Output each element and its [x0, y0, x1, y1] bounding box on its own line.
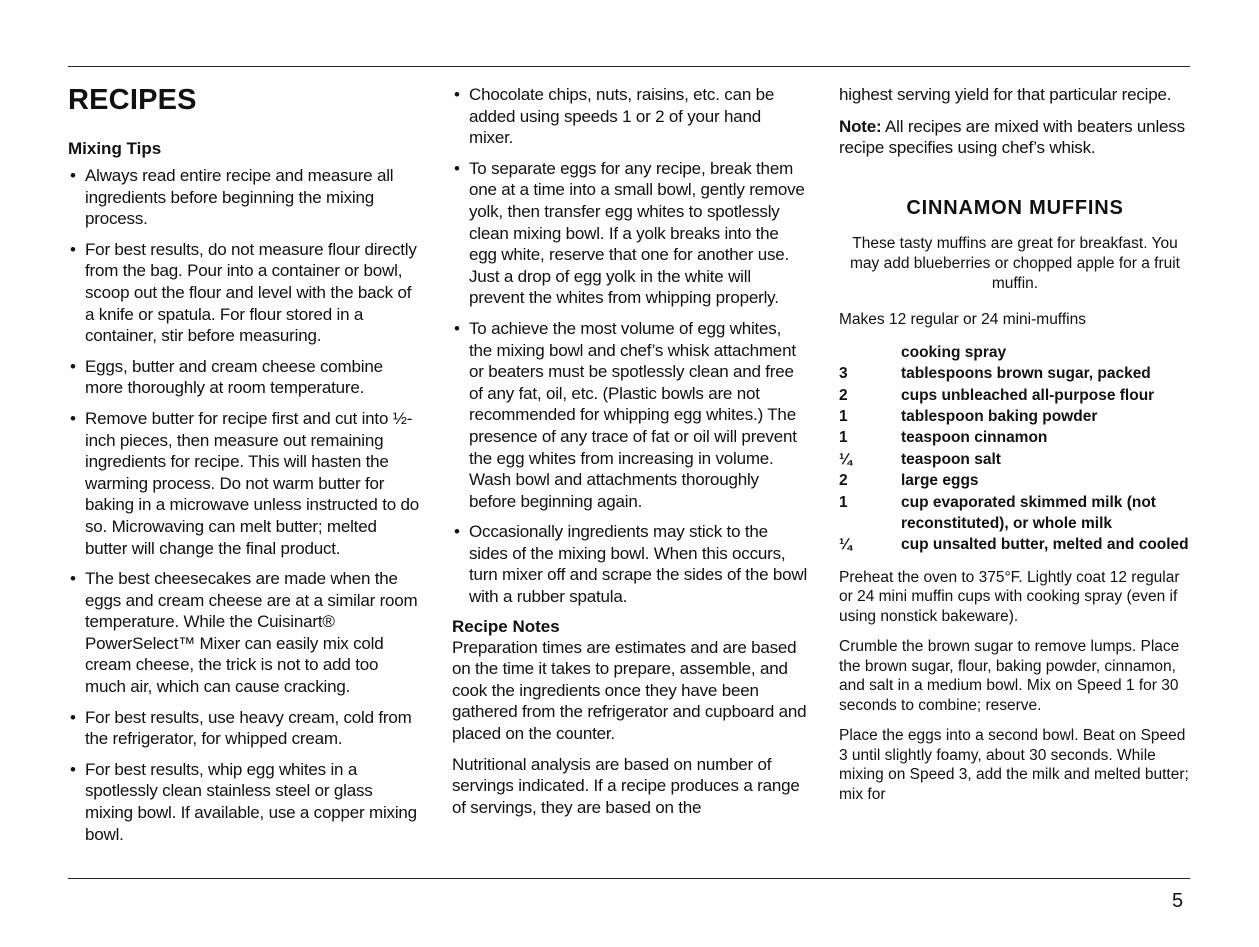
ingredient-item: teaspoon salt	[901, 450, 1001, 468]
top-rule	[68, 66, 1190, 67]
ingredient-qty: 2	[839, 386, 848, 404]
table-row	[839, 406, 1191, 427]
ingredient-qty: ¼	[839, 450, 852, 468]
column-middle	[452, 84, 808, 827]
table-row	[839, 342, 1191, 363]
list-item: • For best results, do not measure flour directly from the bag. Pour into a container or bowl, scoop out the flour and level with the back of a knife or spatula. For flour stored in a container, stir before measuring.	[68, 239, 420, 347]
column-right	[839, 84, 1191, 815]
list-item: • Eggs, butter and cream cheese combine more thoroughly at room temperature.	[68, 356, 420, 399]
ingredient-item: tablespoons brown sugar, packed	[901, 365, 1151, 383]
recipe-note	[839, 116, 1191, 159]
recipe-intro: These tasty muffins are great for breakfast. You may add blueberries or chopped apple for a fruit muffin.	[849, 234, 1180, 292]
list-item: • To separate eggs for any recipe, break them one at a time into a small bowl, gently remove yolk, then transfer egg whites to spotlessly clean mixing bowl. If a yolk breaks into the egg white, reserve that one for another use. Just a drop of egg yolk in the white will prevent the whites from whipping properly.	[452, 158, 808, 309]
note-text: All recipes are mixed with beaters unless recipe specifies using chef’s whisk.	[839, 116, 1185, 158]
ingredient-item: cup evaporated skimmed milk (not reconstituted), or whole milk	[901, 493, 1156, 533]
table-row	[839, 449, 1191, 470]
recipe-step: Place the eggs into a second bowl. Beat on Speed 3 until slightly foamy, about 30 seconds. While mixing on Speed 3, add the milk and melted butter; mix for	[839, 727, 1189, 803]
list-item: • Chocolate chips, nuts, raisins, etc. can be added using speeds 1 or 2 of your hand mixer.	[452, 84, 808, 149]
table-row	[839, 427, 1191, 448]
mixing-tips-heading: Mixing Tips	[68, 139, 162, 158]
recipe-step: Preheat the oven to 375°F. Lightly coat 12 regular or 24 mini muffin cups with cooking spray (even if using nonstick bakeware).	[839, 568, 1180, 625]
table-row	[839, 534, 1191, 555]
list-item: • For best results, use heavy cream, cold from the refrigerator, for whipped cream.	[68, 707, 420, 750]
table-row	[839, 363, 1191, 384]
ingredient-qty: 1	[839, 408, 848, 425]
list-item: • Remove butter for recipe first and cut into ½-inch pieces, then measure out remaining ingredients for recipe. This will hasten the warming process. Do not warm butter for baking in a microwave unless instructed to do so. Microwaving can melt butter; melted butter will change the final product.	[68, 408, 420, 559]
ingredient-qty: 1	[839, 429, 848, 447]
list-item: • Occasionally ingredients may stick to the sides of the mixing bowl. When this occurs, turn mixer off and scrape the sides of the bowl with a rubber spatula.	[452, 521, 808, 607]
ingredient-qty: ¼	[839, 536, 852, 554]
recipe-notes-heading: Recipe Notes	[452, 616, 560, 636]
table-row	[839, 470, 1191, 491]
ingredient-qty	[839, 342, 901, 363]
ingredient-item: cup unsalted butter, melted and cooled	[901, 536, 1189, 554]
recipe-step: Crumble the brown sugar to remove lumps. Place the brown sugar, flour, baking powder, cinnamon, and salt in a medium bowl. Mix on Speed 1 for 30 seconds to combine; reserve.	[839, 638, 1180, 714]
recipe-yield: Makes 12 regular or 24 mini-muffins	[839, 310, 1086, 328]
recipe-notes-paragraph: Preparation times are estimates and are based on the time it takes to prepare, assemble, and cook the ingredients once they have been gathered from the refrigerator and cupboard and placed on the counter.	[452, 637, 807, 744]
ingredient-qty: 1	[839, 493, 848, 511]
list-item: • To achieve the most volume of egg whites, the mixing bowl and chef’s whisk attachment or beaters must be spotlessly clean and free of any fat, oil, etc. (Plastic bowls are not recommended for whipping egg whites.) The presence of any trace of fat or oil will prevent the egg whites from increasing in volume. Wash bowl and attachments thoroughly before beginning again.	[452, 318, 808, 512]
ingredient-item: teaspoon cinnamon	[901, 429, 1048, 447]
column-left	[68, 84, 420, 854]
ingredients-table	[839, 342, 1191, 556]
list-item: • Always read entire recipe and measure all ingredients before beginning the mixing process.	[68, 165, 420, 230]
recipe-notes-paragraph: Nutritional analysis are based on number of servings indicated. If a recipe produces a range of servings, they are based on the	[452, 754, 800, 817]
ingredient-item: cups unbleached all-purpose flour	[901, 386, 1155, 404]
ingredient-item: large eggs	[901, 472, 979, 490]
bottom-rule	[68, 878, 1190, 879]
list-item: • For best results, whip egg whites in a spotlessly clean stainless steel or glass mixing bowl. If available, use a copper mixing bowl.	[68, 759, 420, 845]
ingredient-item: tablespoon baking powder	[901, 408, 1098, 425]
mixing-tips-list-continued	[452, 84, 808, 608]
list-item: • The best cheesecakes are made when the eggs and cream cheese are at a similar room temperature. While the Cuisinart® PowerSelect™ Mixer can easily mix cold cream cheese, the trick is not to add too much air, which can cause cracking.	[68, 568, 420, 698]
recipe-notes-paragraph-continued: highest serving yield for that particular recipe.	[839, 85, 1172, 104]
ingredient-qty: 2	[839, 472, 848, 490]
table-row	[839, 385, 1191, 406]
mixing-tips-list	[68, 165, 420, 845]
ingredient-qty: 3	[839, 365, 848, 383]
page-title: RECIPES	[68, 84, 197, 116]
note-label: Note:	[839, 116, 882, 136]
table-row	[839, 492, 1191, 535]
ingredient-item: cooking spray	[901, 343, 1007, 361]
page-number: 5	[1172, 890, 1184, 912]
recipe-title: CINNAMON MUFFINS	[906, 196, 1124, 219]
